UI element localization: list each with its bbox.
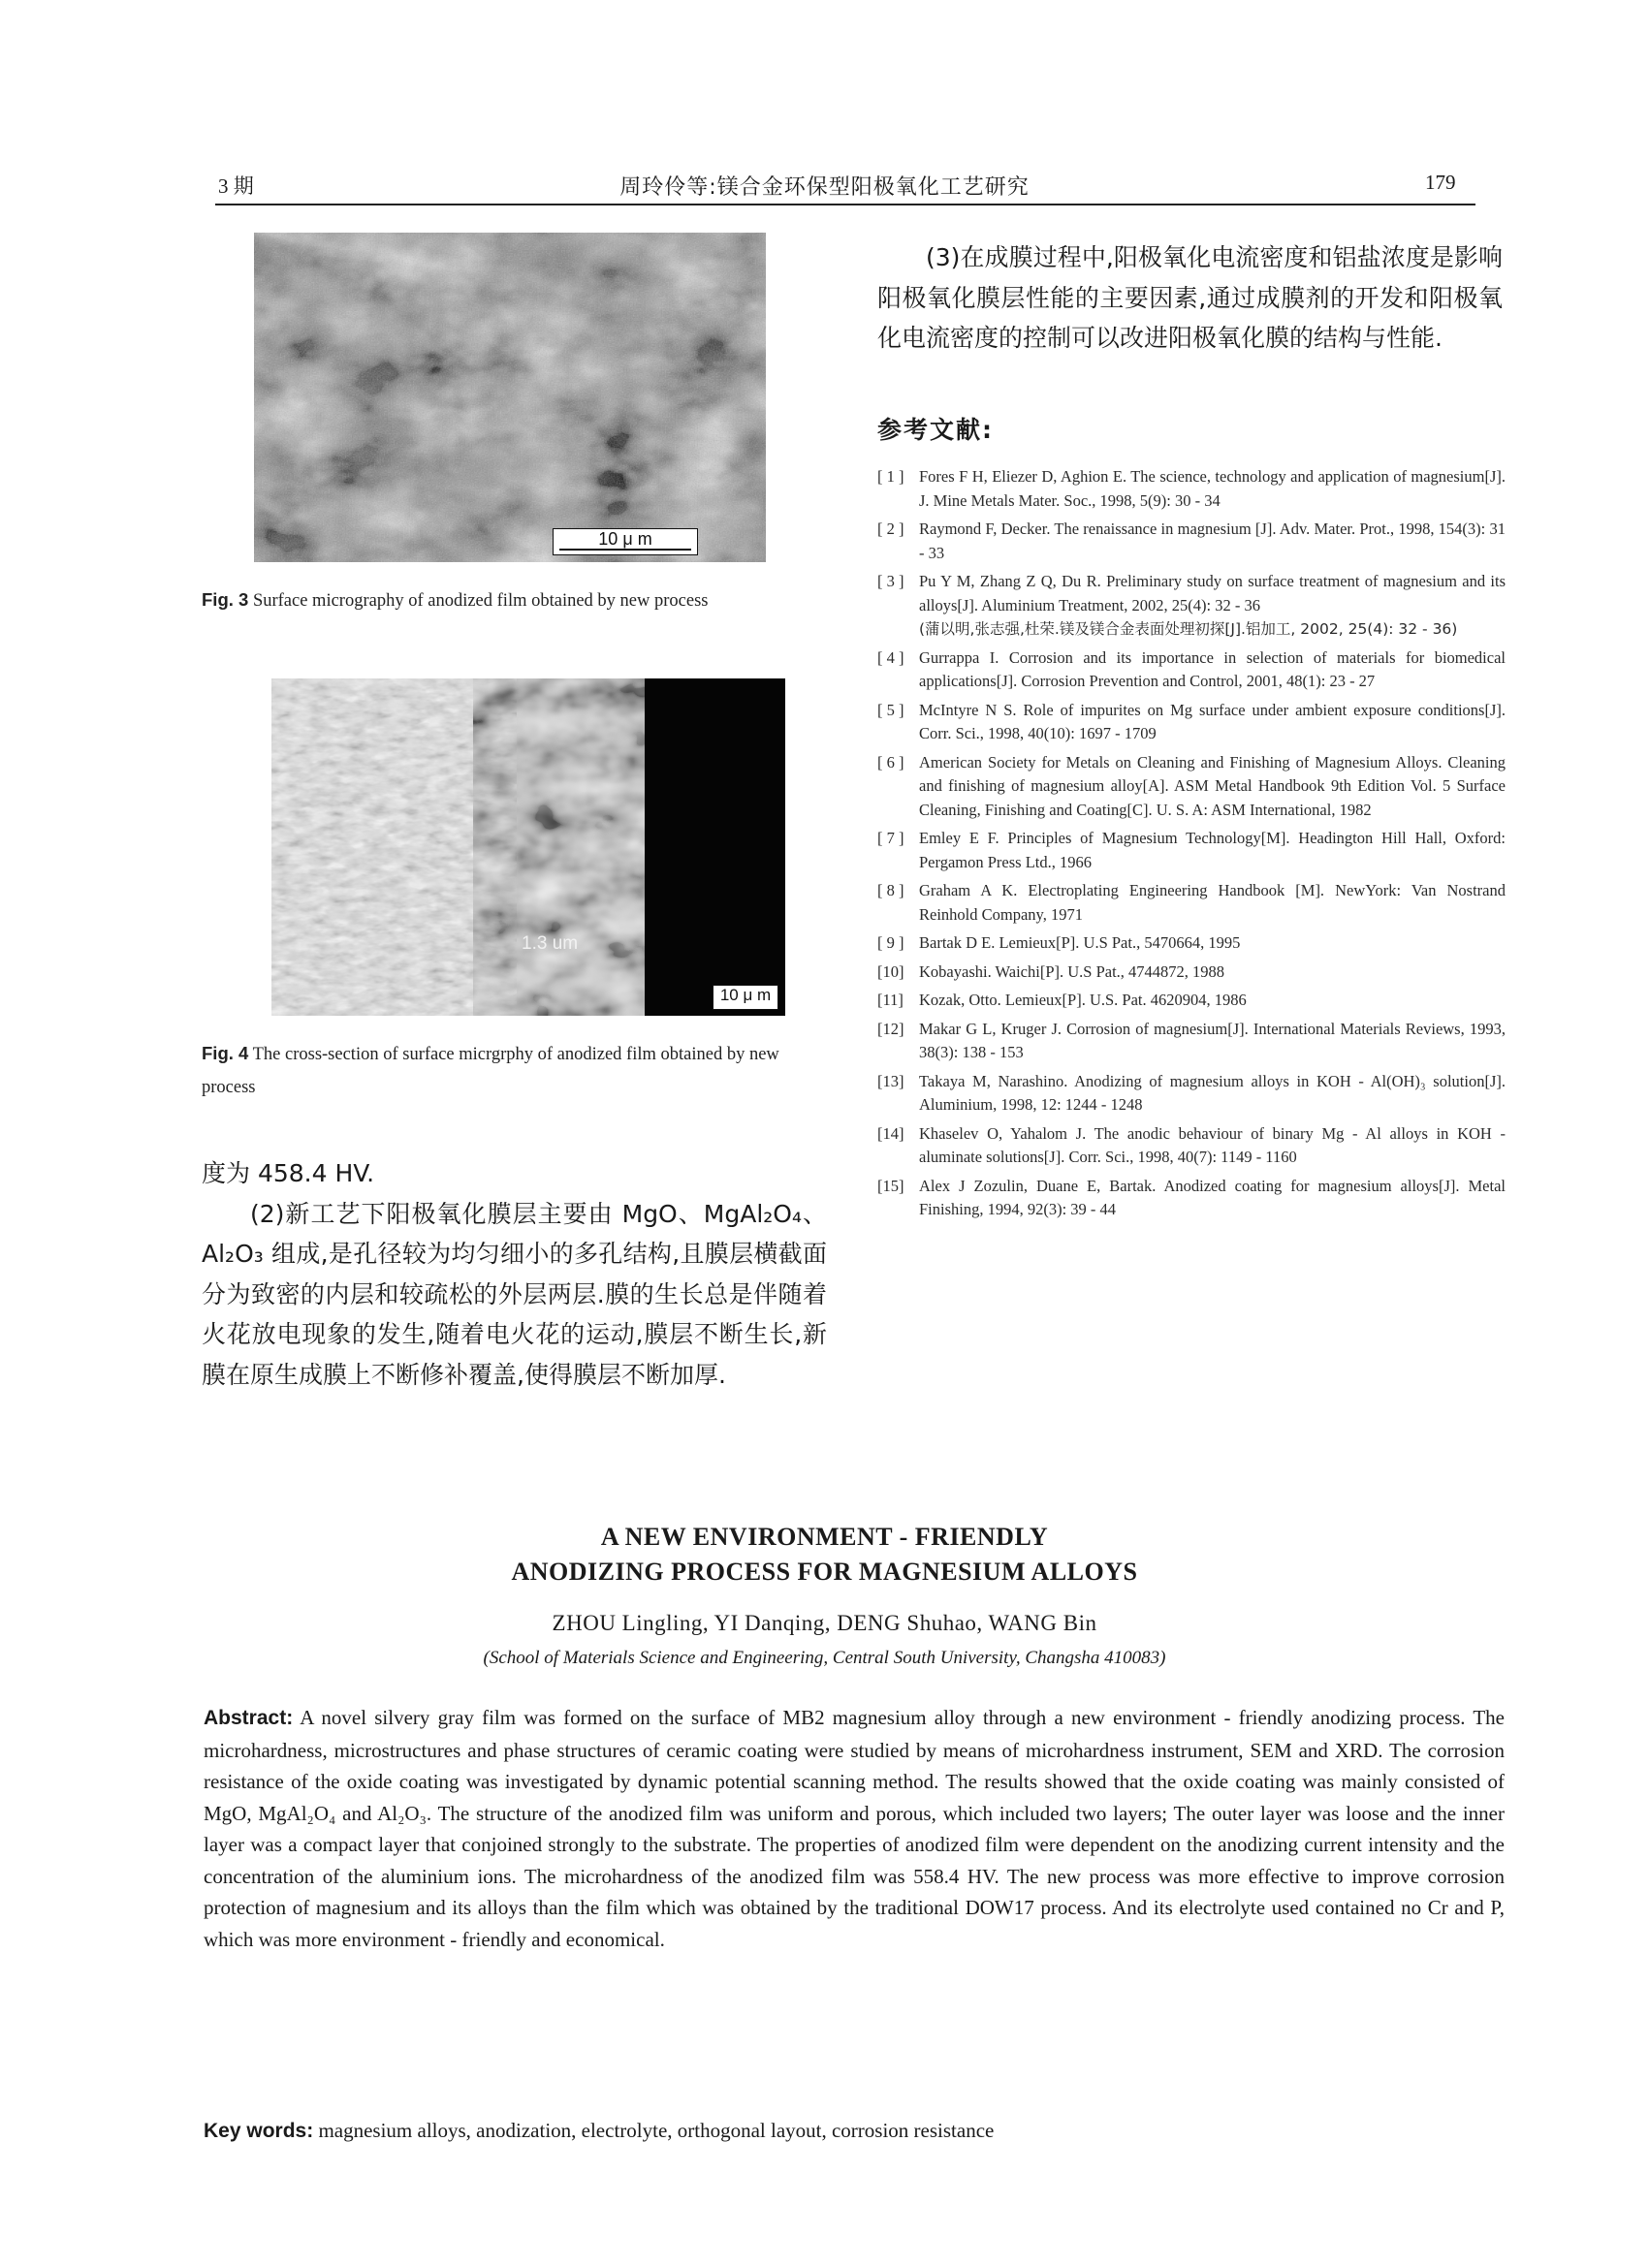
reference-text: Alex J Zozulin, Duane E, Bartak. Anodized coating for magnesium alloys[J]. Metal Finishing, 1994, 92(3): 39 - 44 (919, 1176, 1506, 1218)
english-affiliation: (School of Materials Science and Engineering, Central South University, Changsha 410083) (483, 1648, 1166, 1668)
conclusion-point-2: (2)新工艺下阳极氧化膜层主要由 MgO、MgAl₂O₄、Al₂O₃ 组成,是孔径较为均匀细小的多孔结构,且膜层横截面分为致密的内层和较疏松的外层两层.膜的生长总是伴随着火花放电现象的发生,随着电火花的运动,膜层不断生长,新膜在原生成膜上不断修补覆盖,使得膜层不断加厚. (202, 1199, 827, 1389)
micrograph-texture (271, 678, 785, 1016)
reference-number: [12] (877, 1019, 904, 1038)
english-title (0, 1520, 1649, 1590)
english-title-line-1: A NEW ENVIRONMENT - FRIENDLY (600, 1523, 1049, 1551)
reference-number: [ 3 ] (877, 572, 904, 590)
figure-3-caption (202, 583, 832, 617)
reference-number: [10] (877, 961, 904, 981)
figure-4-label: Fig. 4 (202, 1043, 249, 1063)
reference-text: Pu Y M, Zhang Z Q, Du R. Preliminary study on surface treatment of magnesium and its alloys[J]. Aluminium Treatment, 2002, 25(4): 32 - 36 (919, 572, 1506, 614)
abstract-label: Abstract: (204, 1707, 294, 1729)
english-keywords (204, 2115, 1505, 2147)
layer-thickness-label: 1.3 um (522, 933, 579, 954)
reference-item (877, 879, 1506, 927)
reference-number: [ 5 ] (877, 700, 904, 719)
reference-number: [ 7 ] (877, 829, 904, 847)
reference-number: [ 6 ] (877, 752, 904, 772)
figure-4-caption (202, 1037, 832, 1104)
reference-item (877, 1070, 1506, 1118)
reference-number: [11] (877, 991, 904, 1009)
reference-text: Raymond F, Decker. The renaissance in magnesium [J]. Adv. Mater. Prot., 1998, 154(3): 31 - 33 (919, 520, 1506, 562)
reference-text: Makar G L, Kruger J. Corrosion of magnesium[J]. International Materials Reviews, 1993, 38(3): 138 - 153 (919, 1019, 1506, 1061)
reference-number: [ 2 ] (877, 520, 904, 538)
reference-text: Fores F H, Eliezer D, Aghion E. The science, technology and application of magnesium[J]. J. Mine Metals Mater. Soc., 1998, 5(9): 30 - 34 (919, 467, 1506, 510)
reference-item (877, 1122, 1506, 1170)
reference-number: [14] (877, 1123, 904, 1143)
reference-number: [ 9 ] (877, 933, 904, 952)
reference-text: American Society for Metals on Cleaning and Finishing of Magnesium Alloys. Cleaning and finishing of magnesium alloy[A]. ASM Metal Handbook 9th Edition Vol. 5 Surface Cleaning, Finishing and Coating[C]. U. S. A: ASM International, 1982 (919, 752, 1506, 819)
references-heading: 参考文献: (877, 416, 994, 444)
figure-4-micrograph (271, 678, 785, 1016)
paragraph-continuation: 度为 458.4 HV. (202, 1159, 375, 1187)
reference-text: Gurrappa I. Corrosion and its importance in selection of materials for biomedical applications[J]. Corrosion Prevention and Control, 2001, 48(1): 23 - 27 (919, 647, 1506, 690)
keywords-label: Key words: (204, 2120, 314, 2142)
reference-number: [13] (877, 1071, 904, 1090)
english-authors: ZHOU Lingling, YI Danqing, DENG Shuhao, WANG Bin (552, 1611, 1097, 1635)
reference-text: Kozak, Otto. Lemieux[P]. U.S. Pat. 4620904, 1986 (919, 991, 1247, 1009)
reference-text: Graham A K. Electroplating Engineering Handbook [M]. NewYork: Van Nostrand Reinhold Company, 1971 (919, 881, 1506, 924)
left-column-body (202, 1153, 827, 1395)
reference-item (877, 827, 1506, 874)
figure-4-caption-text: The cross-section of surface micrgrphy of anodized film obtained by new process (202, 1045, 779, 1097)
right-column-body (877, 237, 1503, 359)
reference-number: [ 4 ] (877, 647, 904, 667)
reference-chinese-text: (蒲以明,张志强,杜荣.镁及镁合金表面处理初探[J].铝加工, 2002, 25(4): 32 - 36) (919, 620, 1458, 638)
reference-text: McIntyre N S. Role of impurites on Mg surface under ambient exposure conditions[J]. Corr. Sci., 1998, 40(10): 1697 - 1709 (919, 700, 1506, 742)
scale-bar (713, 985, 778, 1010)
reference-item (877, 570, 1506, 642)
abstract-text: A novel silvery gray film was formed on the surface of MB2 magnesium alloy through a new environment - friendly anodizing process. The microhardness, microstructures and phase structures of ceramic coating were studied by means of microhardness instrument, SEM and XRD. The corrosion resistance of the oxide coating was investigated by dynamic potential scanning method. The results showed that the oxide coating was mainly consisted of MgO, MgAl₂O₄ and Al₂O₃. The structure of the anodized film was uniform and porous, which included two layers; The outer layer was loose and the inner layer was a compact layer that conjoined strongly to the substrate. The properties of anodized film were dependent on the anodizing current intensity and the concentration of the aluminium ions. The microhardness of the anodized film was 558.4 HV. The new process was more effective to improve corrosion protection of magnesium and its alloys than the film which was obtained by the traditional DOW17 process. And its electrolyte used contained no Cr and P, which was more environment - friendly and economical. (204, 1706, 1505, 1951)
figure-3-caption-text: Surface micrography of anodized film obtained by new process (252, 591, 709, 611)
reference-number: [ 1 ] (877, 467, 904, 486)
figure-3-micrograph (254, 233, 766, 562)
micrograph-texture (254, 233, 766, 562)
reference-text: Emley E F. Principles of Magnesium Technology[M]. Headington Hill Hall, Oxford: Pergamon Press Ltd., 1966 (919, 829, 1506, 871)
reference-item (877, 518, 1506, 565)
reference-item (877, 646, 1506, 694)
reference-item (877, 1018, 1506, 1065)
header-rule (215, 204, 1475, 205)
reference-item (877, 465, 1506, 513)
reference-text: Bartak D E. Lemieux[P]. U.S Pat., 5470664, 1995 (919, 933, 1241, 952)
reference-item (877, 961, 1506, 985)
reference-item (877, 699, 1506, 746)
keywords-text: magnesium alloys, anodization, electrolyte, orthogonal layout, corrosion resistance (318, 2119, 995, 2142)
page-number: 179 (1425, 171, 1456, 194)
scale-bar-label: 10 μ m (598, 529, 652, 549)
figure-3-label: Fig. 3 (202, 589, 249, 610)
reference-item (877, 989, 1506, 1013)
reference-item (877, 751, 1506, 823)
running-title: 周玲伶等:镁合金环保型阳极氧化工艺研究 (619, 175, 1030, 200)
scale-bar (553, 528, 698, 555)
english-abstract (204, 1702, 1505, 1955)
english-title-line-2: ANODIZING PROCESS FOR MAGNESIUM ALLOYS (511, 1558, 1138, 1586)
reference-number: [ 8 ] (877, 881, 904, 899)
scale-bar-label: 10 μ m (719, 986, 772, 1004)
reference-text: Kobayashi. Waichi[P]. U.S Pat., 4744872, 1988 (919, 961, 1225, 981)
conclusion-point-3: (3)在成膜过程中,阳极氧化电流密度和铝盐浓度是影响阳极氧化膜层性能的主要因素,通过成膜剂的开发和阳极氧化电流密度的控制可以改进阳极氧化膜的结构与性能. (877, 243, 1503, 352)
reference-text: Takaya M, Narashino. Anodizing of magnesium alloys in KOH - Al(OH)₃ solution[J]. Aluminium, 1998, 12: 1244 - 1248 (919, 1071, 1506, 1114)
reference-item (877, 931, 1506, 956)
issue-number: 3 期 (218, 174, 254, 198)
reference-text: Khaselev O, Yahalom J. The anodic behaviour of binary Mg - Al alloys in KOH - aluminate solutions[J]. Corr. Sci., 1998, 40(7): 1149 - 1160 (919, 1123, 1506, 1166)
reference-list (877, 465, 1506, 1227)
reference-number: [15] (877, 1176, 904, 1195)
reference-item (877, 1175, 1506, 1222)
